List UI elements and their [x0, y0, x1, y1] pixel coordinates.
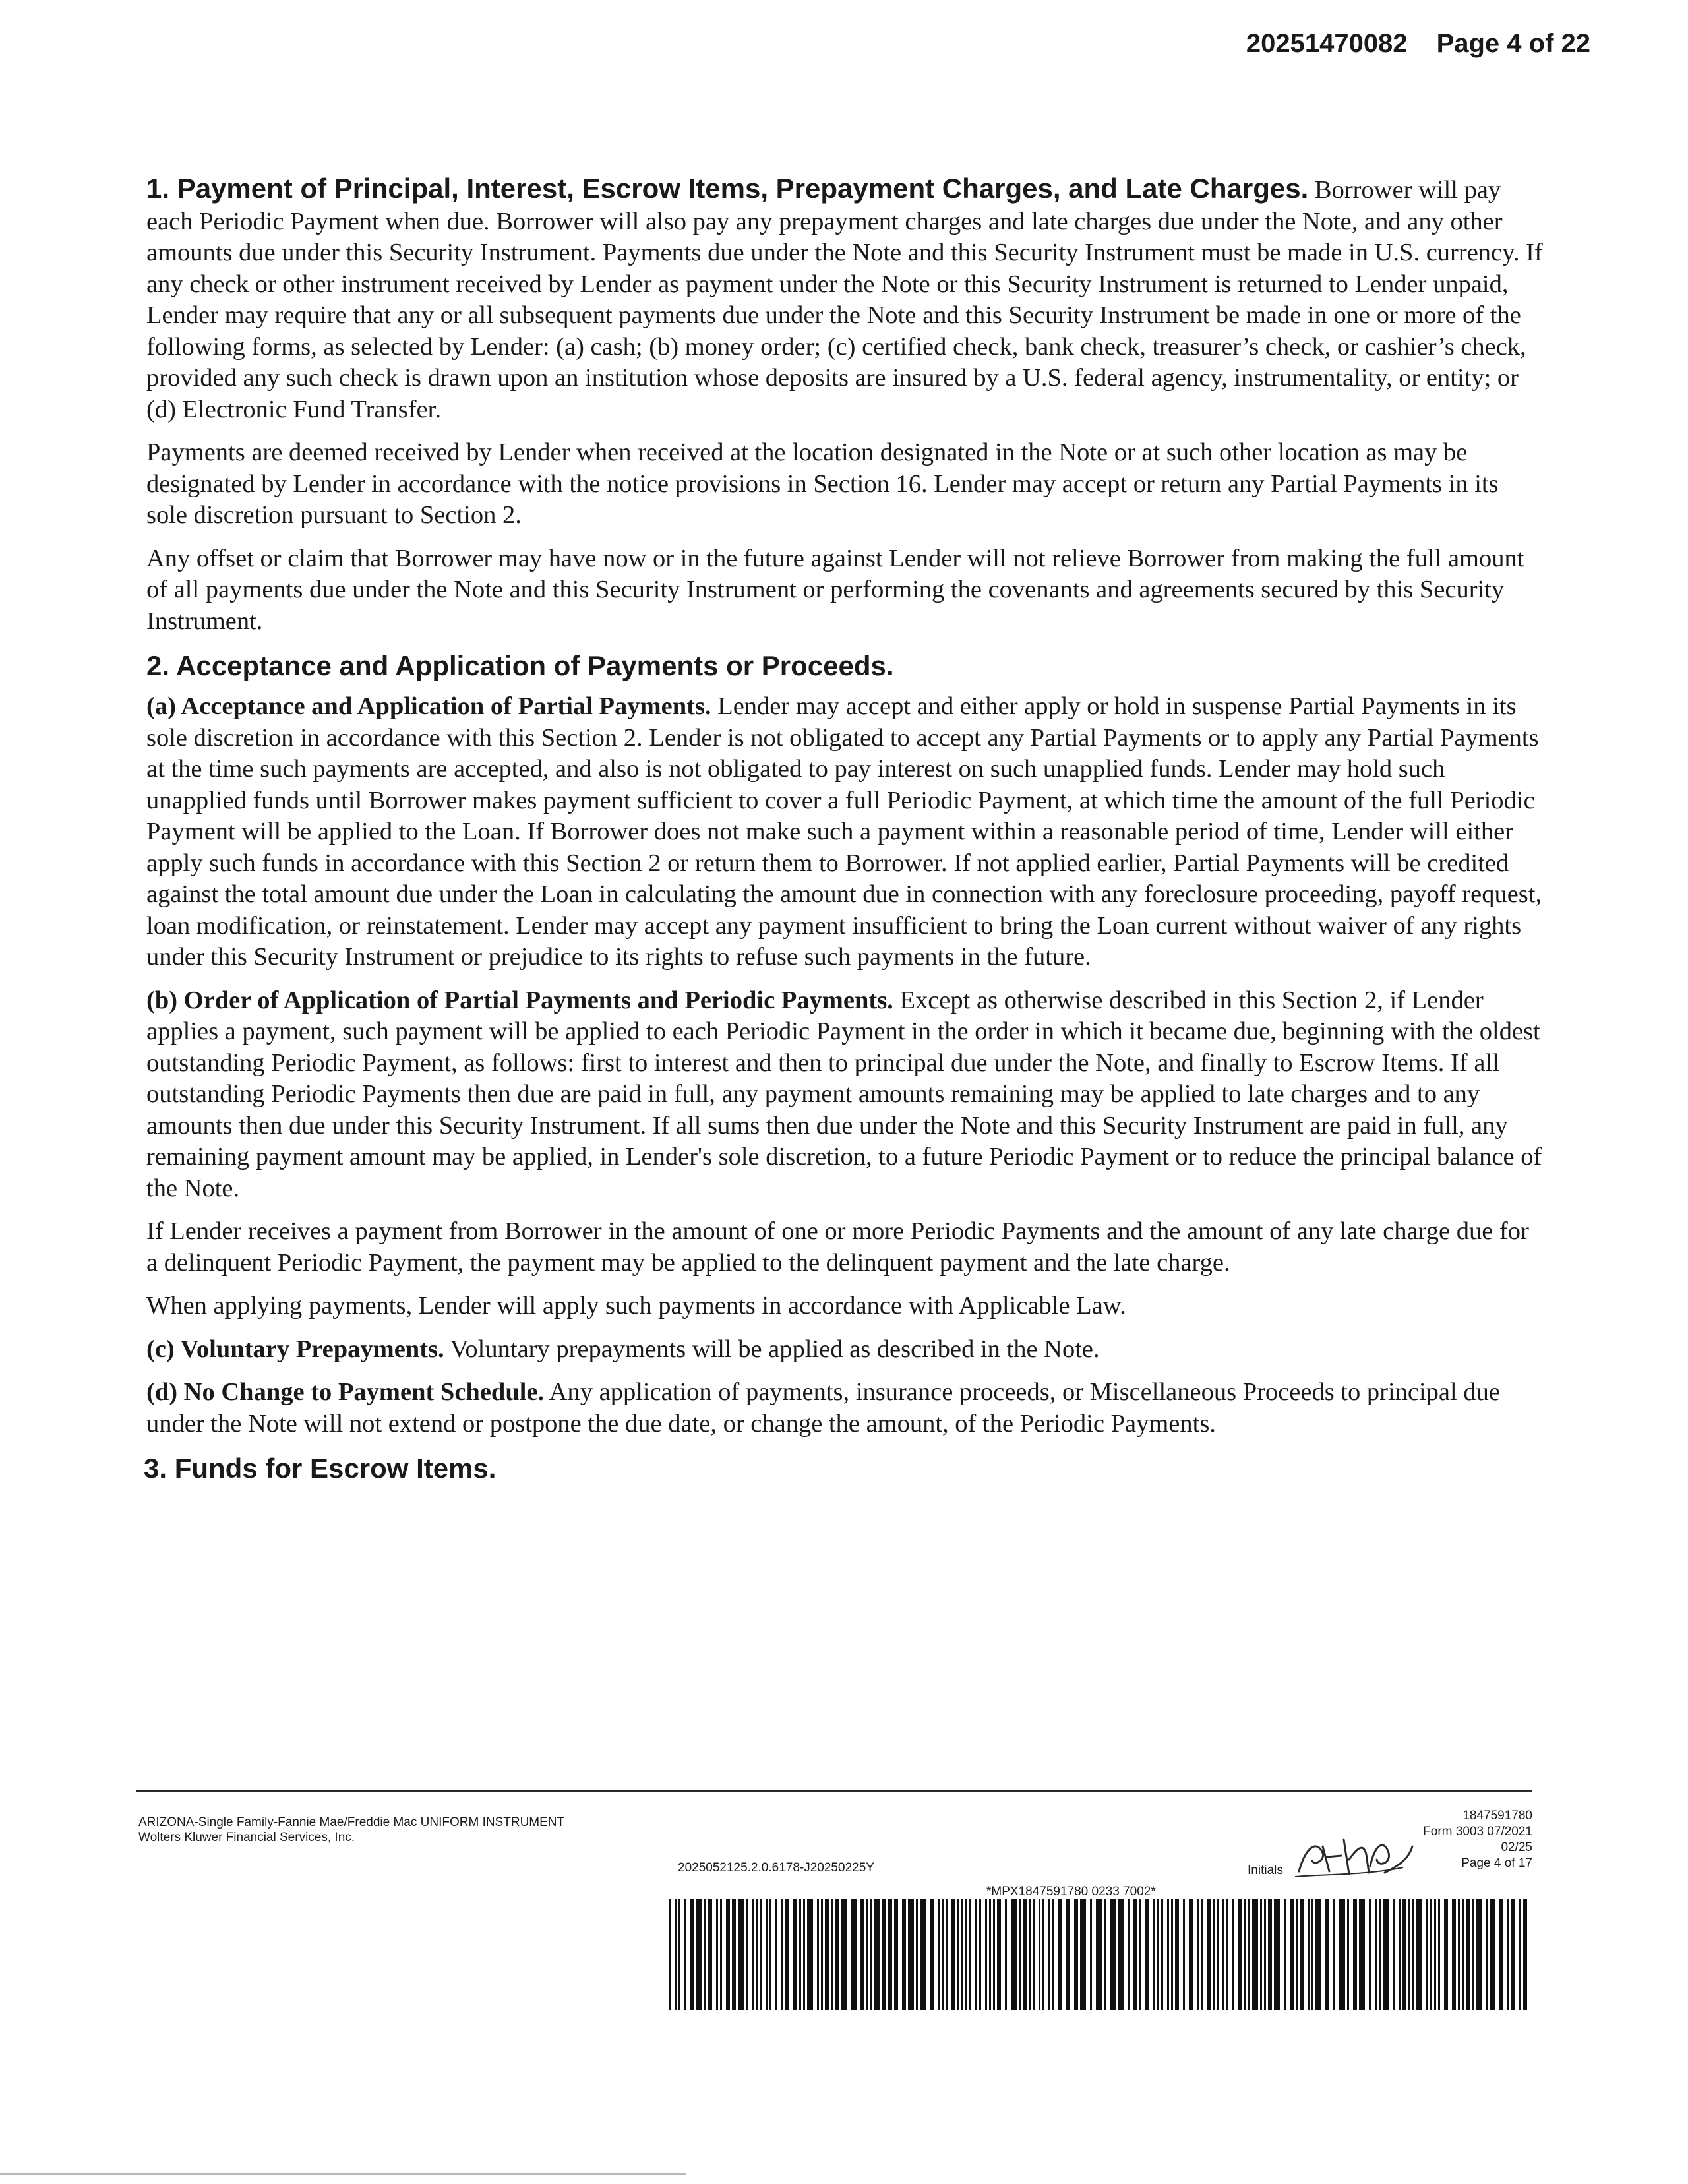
barcode-bar — [1430, 1899, 1432, 2010]
barcode-bar — [1133, 1899, 1137, 2010]
barcode-bar — [799, 1899, 801, 2010]
barcode-bar — [866, 1899, 868, 2010]
barcode-bar — [1499, 1899, 1503, 2010]
barcode-bar — [1011, 1899, 1017, 2010]
barcode-bar — [1476, 1899, 1482, 2010]
barcode — [669, 1899, 1527, 2010]
barcode-bar — [969, 1899, 971, 2010]
barcode-bar — [1486, 1899, 1488, 2010]
barcode-bar — [1519, 1899, 1521, 2010]
barcode-bar — [1213, 1899, 1215, 2010]
barcode-bar — [1353, 1899, 1357, 2010]
barcode-bar — [756, 1899, 758, 2010]
section-2c-paragraph — [146, 1334, 1546, 1366]
barcode-bar — [831, 1899, 833, 2010]
barcode-bar — [1226, 1899, 1228, 2010]
section-2d-paragraph — [146, 1377, 1546, 1440]
barcode-bar — [930, 1899, 934, 2010]
footer-divider — [136, 1790, 1532, 1792]
barcode-caption: *MPX1847591780 0233 7002* — [986, 1885, 1156, 1898]
barcode-bar — [1347, 1899, 1349, 2010]
barcode-bar — [716, 1899, 718, 2010]
barcode-bar — [669, 1899, 671, 2010]
barcode-bar — [894, 1899, 898, 2010]
section-1-paragraph-2: Payments are deemed received by Lender when received at the location designated in the Note or at such other location as may be designated by Lender in accordance with the notice provisions in Section 16. Lender may accept or return any Partial Payments in its sole discretion pursuant to Section 2. — [146, 439, 1499, 529]
barcode-bar — [997, 1899, 1001, 2010]
barcode-bar — [1238, 1899, 1242, 2010]
barcode-bar — [957, 1899, 959, 2010]
page-header — [1246, 29, 1590, 59]
barcode-bar — [1296, 1899, 1298, 2010]
barcode-bar — [882, 1899, 886, 2010]
document-body — [146, 171, 1546, 1486]
barcode-bar — [1284, 1899, 1286, 2010]
barcode-bar — [1042, 1899, 1044, 2010]
barcode-bar — [1104, 1899, 1106, 2010]
footer-loan-number: 1847591780 — [1462, 1809, 1532, 1823]
barcode-bar — [1383, 1899, 1389, 2010]
barcode-bar — [1145, 1899, 1149, 2010]
barcode-bar — [1408, 1899, 1410, 2010]
barcode-bar — [1153, 1899, 1155, 2010]
footer-revision: 02/25 — [1501, 1840, 1532, 1854]
barcode-bar — [785, 1899, 789, 2010]
barcode-bar — [870, 1899, 872, 2010]
barcode-bar — [1438, 1899, 1440, 2010]
barcode-bar — [704, 1899, 706, 2010]
barcode-bar — [1311, 1899, 1313, 2010]
barcode-bar — [1157, 1899, 1159, 2010]
barcode-bar — [985, 1899, 987, 2010]
barcode-bar — [817, 1899, 819, 2010]
barcode-bar — [793, 1899, 797, 2010]
barcode-bar — [908, 1899, 914, 2010]
barcode-bar — [916, 1899, 918, 2010]
barcode-bar — [752, 1899, 754, 2010]
section-3-heading: 3. Funds for Escrow Items. — [144, 1453, 497, 1484]
section-2c-text: Voluntary prepayments will be applied as described in the Note. — [444, 1335, 1100, 1363]
barcode-bar — [781, 1899, 783, 2010]
barcode-bar — [1339, 1899, 1345, 2010]
section-1-paragraph-3: Any offset or claim that Borrower may have now or in the future against Lender will not relieve Borrower from making the full amount of all payments due under the Note and this Security Instrument or performing the covenants and agreements secured by this Security Instrument. — [146, 544, 1524, 635]
initials-label: Initials — [1248, 1864, 1283, 1877]
section-2a-heading: (a) Acceptance and Application of Partial Payments. — [146, 692, 711, 720]
section-2b-paragraph-3: When applying payments, Lender will apply such payments in accordance with Applicable Law. — [146, 1292, 1126, 1320]
barcode-bar — [1048, 1899, 1050, 2010]
barcode-bar — [720, 1899, 722, 2010]
barcode-bar — [1462, 1899, 1464, 2010]
barcode-bar — [1466, 1899, 1470, 2010]
barcode-bar — [979, 1899, 981, 2010]
barcode-bar — [1511, 1899, 1515, 2010]
barcode-bar — [835, 1899, 839, 2010]
barcode-bar — [841, 1899, 847, 2010]
page-number: Page 4 of 22 — [1436, 29, 1590, 58]
section-2-heading: 2. Acceptance and Application of Payments or Proceeds. — [146, 650, 894, 681]
barcode-bar — [821, 1899, 823, 2010]
section-2a-text: Lender may accept and either apply or hold in suspense Partial Payments in its sole discretion in accordance with this Section 2. Lender is not obligated to accept any Partial Payments or to apply any Partial Payments at the time such payments are accepted, and also is not obligated to pay interest on such unapplied funds. Lender may hold such unapplied funds until Borrower makes payment sufficient to cover a full Periodic Payment, at which time the amount of the full Periodic Payment will be applied to the Loan. If Borrower does not make such a payment within a reasonable period of time, Lender will either apply such funds in accordance with this Section 2 or return them to Borrower. If not applied earlier, Partial Payments will be credited against the total amount due under the Loan in calculating the amount due in connection with any foreclosure proceeding, payoff request, loan modification, or reinstatement. Lender may accept any payment insufficient to bring the Loan current without waiver of any rights under this Security Instrument or prejudice to its rights to refuse such payments in the future. — [146, 692, 1542, 971]
barcode-bar — [1274, 1899, 1280, 2010]
barcode-bar — [1300, 1899, 1304, 2010]
barcode-bar — [1167, 1899, 1169, 2010]
barcode-bar — [1139, 1899, 1141, 2010]
barcode-bar — [807, 1899, 813, 2010]
barcode-bar — [1369, 1899, 1371, 2010]
barcode-bar — [1444, 1899, 1448, 2010]
barcode-bar — [1244, 1899, 1246, 2010]
barcode-bar — [1290, 1899, 1294, 2010]
barcode-bar — [738, 1899, 744, 2010]
barcode-bar — [760, 1899, 762, 2010]
barcode-bar — [1416, 1899, 1422, 2010]
section-2b-text: Except as otherwise described in this Section 2, if Lender applies a payment, such payment will be applied to each Periodic Payment in the order in which it became due, beginning with the oldest outstanding Periodic Payment, as follows: first to interest and then to principal due under the Note, and finally to Escrow Items. If all outstanding Periodic Payments then due are paid in full, any payment amounts remaining may be applied to late charges and to any amounts then due under this Security Instrument. If all sums then due under the Note and this Security Instrument are paid in full, any remaining payment amount may be applied, in Lender's sole discretion, to a future Periodic Payment or to reduce the principal balance of the Note. — [146, 986, 1542, 1202]
barcode-bar — [888, 1899, 892, 2010]
barcode-bar — [1074, 1899, 1078, 2010]
barcode-bar — [1308, 1899, 1310, 2010]
barcode-bar — [920, 1899, 926, 2010]
barcode-bar — [1268, 1899, 1272, 2010]
barcode-bar — [1452, 1899, 1456, 2010]
barcode-bar — [1472, 1899, 1474, 2010]
barcode-bar — [1375, 1899, 1377, 2010]
barcode-bar — [696, 1899, 702, 2010]
barcode-bar — [1458, 1899, 1460, 2010]
barcode-bar — [825, 1899, 829, 2010]
barcode-bar — [1118, 1899, 1124, 2010]
barcode-bar — [1019, 1899, 1021, 2010]
barcode-bar — [1260, 1899, 1262, 2010]
barcode-bar — [1090, 1899, 1092, 2010]
barcode-bar — [690, 1899, 694, 2010]
barcode-bar — [874, 1899, 880, 2010]
barcode-bar — [851, 1899, 857, 2010]
barcode-bar — [1248, 1899, 1250, 2010]
barcode-bar — [1058, 1899, 1062, 2010]
barcode-bar — [803, 1899, 805, 2010]
barcode-bar — [1189, 1899, 1193, 2010]
initials-signature — [1286, 1820, 1418, 1886]
barcode-bar — [1110, 1899, 1116, 2010]
barcode-bar — [965, 1899, 967, 2010]
barcode-bar — [1217, 1899, 1219, 2010]
barcode-bar — [1379, 1899, 1381, 2010]
section-2d-text: Any application of payments, insurance proceeds, or Miscellaneous Proceeds to principal due under the Note will not extend or postpone the due date, or change the amount, of the Periodic Payments. — [146, 1378, 1500, 1438]
barcode-bar — [1412, 1899, 1414, 2010]
footer-form-title: ARIZONA-Single Family-Fannie Mae/Freddie Mac UNIFORM INSTRUMENT — [138, 1815, 565, 1829]
barcode-bar — [1128, 1899, 1130, 2010]
section-2c-heading: (c) Voluntary Prepayments. — [146, 1335, 444, 1363]
barcode-bar — [732, 1899, 736, 2010]
barcode-bar — [1426, 1899, 1428, 2010]
barcode-bar — [961, 1899, 963, 2010]
barcode-bar — [946, 1899, 948, 2010]
barcode-bar — [1005, 1899, 1007, 2010]
barcode-bar — [1052, 1899, 1054, 2010]
barcode-bar — [1490, 1899, 1495, 2010]
barcode-bar — [769, 1899, 771, 2010]
barcode-bar — [1183, 1899, 1185, 2010]
barcode-bar — [746, 1899, 748, 2010]
barcode-bar — [1039, 1899, 1040, 2010]
footer-page: Page 4 of 17 — [1461, 1856, 1532, 1870]
barcode-bar — [1232, 1899, 1234, 2010]
barcode-bar — [1197, 1899, 1199, 2010]
barcode-bar — [951, 1899, 955, 2010]
barcode-bar — [1161, 1899, 1163, 2010]
barcode-bar — [1023, 1899, 1027, 2010]
barcode-bar — [1201, 1899, 1203, 2010]
barcode-bar — [726, 1899, 730, 2010]
footer-form-meta — [1423, 1808, 1532, 1871]
barcode-bar — [1252, 1899, 1258, 2010]
barcode-bar — [1434, 1899, 1436, 2010]
barcode-bar — [775, 1899, 777, 2010]
section-1-heading: 1. Payment of Principal, Interest, Escrow Items, Prepayment Charges, and Late Charges. — [146, 173, 1309, 204]
footer-form-number: Form 3003 07/2021 — [1423, 1825, 1532, 1838]
barcode-bar — [678, 1899, 680, 2010]
barcode-bar — [1264, 1899, 1266, 2010]
section-2d-heading: (d) No Change to Payment Schedule. — [146, 1378, 545, 1406]
barcode-bar — [1393, 1899, 1395, 2010]
barcode-bar — [1171, 1899, 1173, 2010]
barcode-bar — [1333, 1899, 1335, 2010]
footer-doc-code: 2025052125.2.0.6178-J20250225Y — [678, 1861, 874, 1875]
barcode-bar — [993, 1899, 995, 2010]
document-number: 20251470082 — [1246, 29, 1408, 58]
section-2b-paragraph-2: If Lender receives a payment from Borrower in the amount of one or more Periodic Payments and the amount of any late charge due for a delinquent Periodic Payment, the payment may be applied to the delinquent payment and the late charge. — [146, 1217, 1529, 1277]
section-1-paragraph-1 — [146, 171, 1546, 425]
barcode-bar — [684, 1899, 686, 2010]
barcode-bar — [1402, 1899, 1406, 2010]
barcode-bar — [938, 1899, 940, 2010]
section-2b-heading: (b) Order of Application of Partial Payments and Periodic Payments. — [146, 986, 893, 1014]
barcode-bar — [1033, 1899, 1035, 2010]
barcode-bar — [975, 1899, 977, 2010]
barcode-bar — [1523, 1899, 1527, 2010]
barcode-bar — [1080, 1899, 1086, 2010]
barcode-bar — [1359, 1899, 1365, 2010]
barcode-bar — [1315, 1899, 1321, 2010]
barcode-bar — [675, 1899, 677, 2010]
footer-form-info — [138, 1815, 564, 1845]
barcode-bar — [1096, 1899, 1102, 2010]
scan-edge-line — [0, 2173, 686, 2175]
barcode-bar — [989, 1899, 991, 2010]
barcode-bar — [1207, 1899, 1211, 2010]
barcode-bar — [902, 1899, 906, 2010]
barcode-bar — [860, 1899, 864, 2010]
section-2b-paragraph — [146, 985, 1546, 1205]
barcode-bar — [1399, 1899, 1401, 2010]
barcode-bar — [1175, 1899, 1179, 2010]
section-1-text: Borrower will pay each Periodic Payment when due. Borrower will also pay any prepayment charges and late charges due under the Note, and any other amounts due under this Security Instrument. Payments due under the Note and this Security Instrument must be made in U.S. currency. If any check or other instrument received by Lender as payment under the Note or this Security Instrument is returned to Lender unpaid, Lender may require that any or all subsequent payments due under the Note and this Security Instrument be made in one or more of the following forms, as selected by Lender: (a) cash; (b) money order; (c) certified check, bank check, treasurer’s check, or cashier’s check, provided any such check is drawn upon an institution whose deposits are insured by a U.S. federal agency, instrumentality, or entity; or (d) Electronic Fund Transfer. — [146, 176, 1543, 423]
barcode-bar — [942, 1899, 944, 2010]
section-2a-paragraph — [146, 691, 1546, 973]
footer-publisher: Wolters Kluwer Financial Services, Inc. — [138, 1831, 355, 1844]
barcode-bar — [766, 1899, 768, 2010]
barcode-bar — [1325, 1899, 1329, 2010]
barcode-bar — [708, 1899, 712, 2010]
barcode-bar — [1029, 1899, 1031, 2010]
barcode-bar — [1222, 1899, 1224, 2010]
barcode-bar — [1066, 1899, 1070, 2010]
barcode-bar — [1507, 1899, 1509, 2010]
